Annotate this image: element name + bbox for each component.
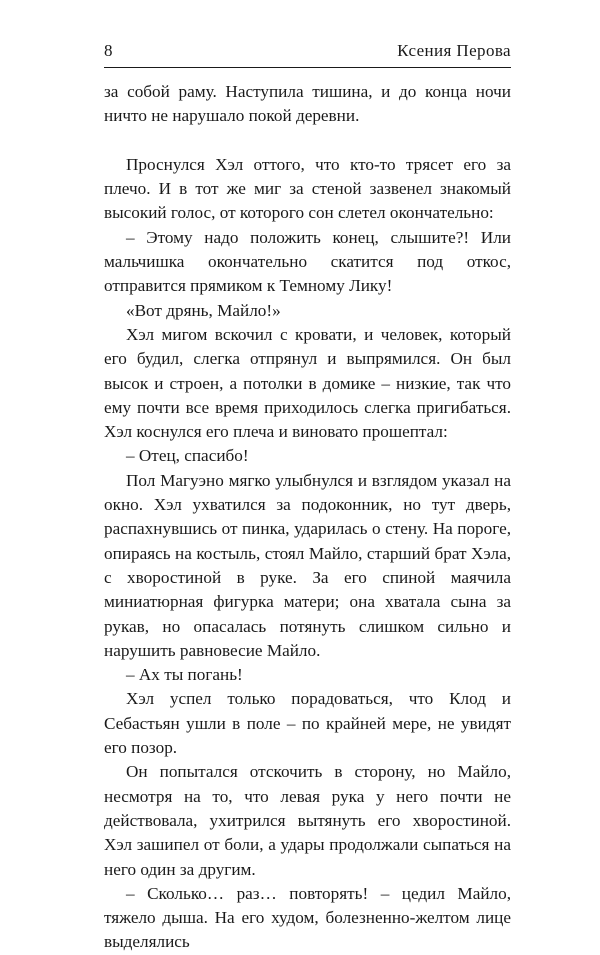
paragraph: Он попытался отскочить в сторону, но Майло, несмотря на то, что левая рука у него почти не действовала, ухитрился вытянуть его хворостиной. Хэл зашипел от боли, а удары продолжали сыпаться на него один за другим. xyxy=(104,762,511,879)
body-text xyxy=(104,80,511,955)
header-rule xyxy=(104,67,511,68)
page-header xyxy=(104,41,511,65)
paragraph: – Сколько… раз… повторять! – цедил Майло, тяжело дыша. На его худом, болезненно-желтом лице выделялись xyxy=(104,883,511,952)
paragraph: Хэл успел только порадоваться, что Клод и Себастьян ушли в поле – по крайней мере, не увидят его позор. xyxy=(104,689,511,758)
paragraph: за собой раму. Наступила тишина, и до конца ночи ничто не нарушало покой деревни. xyxy=(104,82,511,126)
paragraph: Проснулся Хэл оттого, что кто-то трясет его за плечо. И в тот же миг за стеной зазвенел знакомый высокий голос, от которого сон слетел окончательно: xyxy=(104,154,511,223)
paragraph: Пол Магуэно мягко улыбнулся и взглядом указал на окно. Хэл ухватился за подоконник, но тут дверь, распахнувшись от пинка, ударилась о стену. На пороге, опираясь на костыль, стоял Майло, старший брат Хэла, с хворостиной в руке. За его спиной маячила миниатюрная фигурка матери; она хватала сына за рукав, но опасалась потянуть слишком сильно и нарушить равновесие Майло. xyxy=(104,470,511,660)
paragraph: – Отец, спасибо! xyxy=(126,446,249,466)
running-title: Ксения Перова xyxy=(397,41,511,60)
paragraph: «Вот дрянь, Майло!» xyxy=(126,300,281,320)
paragraph: – Этому надо положить конец, слышите?! Или мальчишка окончательно скатится под откос, отправится прямиком к Темному Лику! xyxy=(104,227,511,296)
paragraph: – Ах ты погань! xyxy=(126,665,243,685)
paragraph: Хэл мигом вскочил с кровати, и человек, который его будил, слегка отпрянул и выпрямился. Он был высок и строен, а потолки в домике – низкие, так что ему почти все время приходилось слегка пригибаться. Хэл коснулся его плеча и виновато прошептал: xyxy=(104,324,511,442)
page-number: 8 xyxy=(104,41,113,60)
